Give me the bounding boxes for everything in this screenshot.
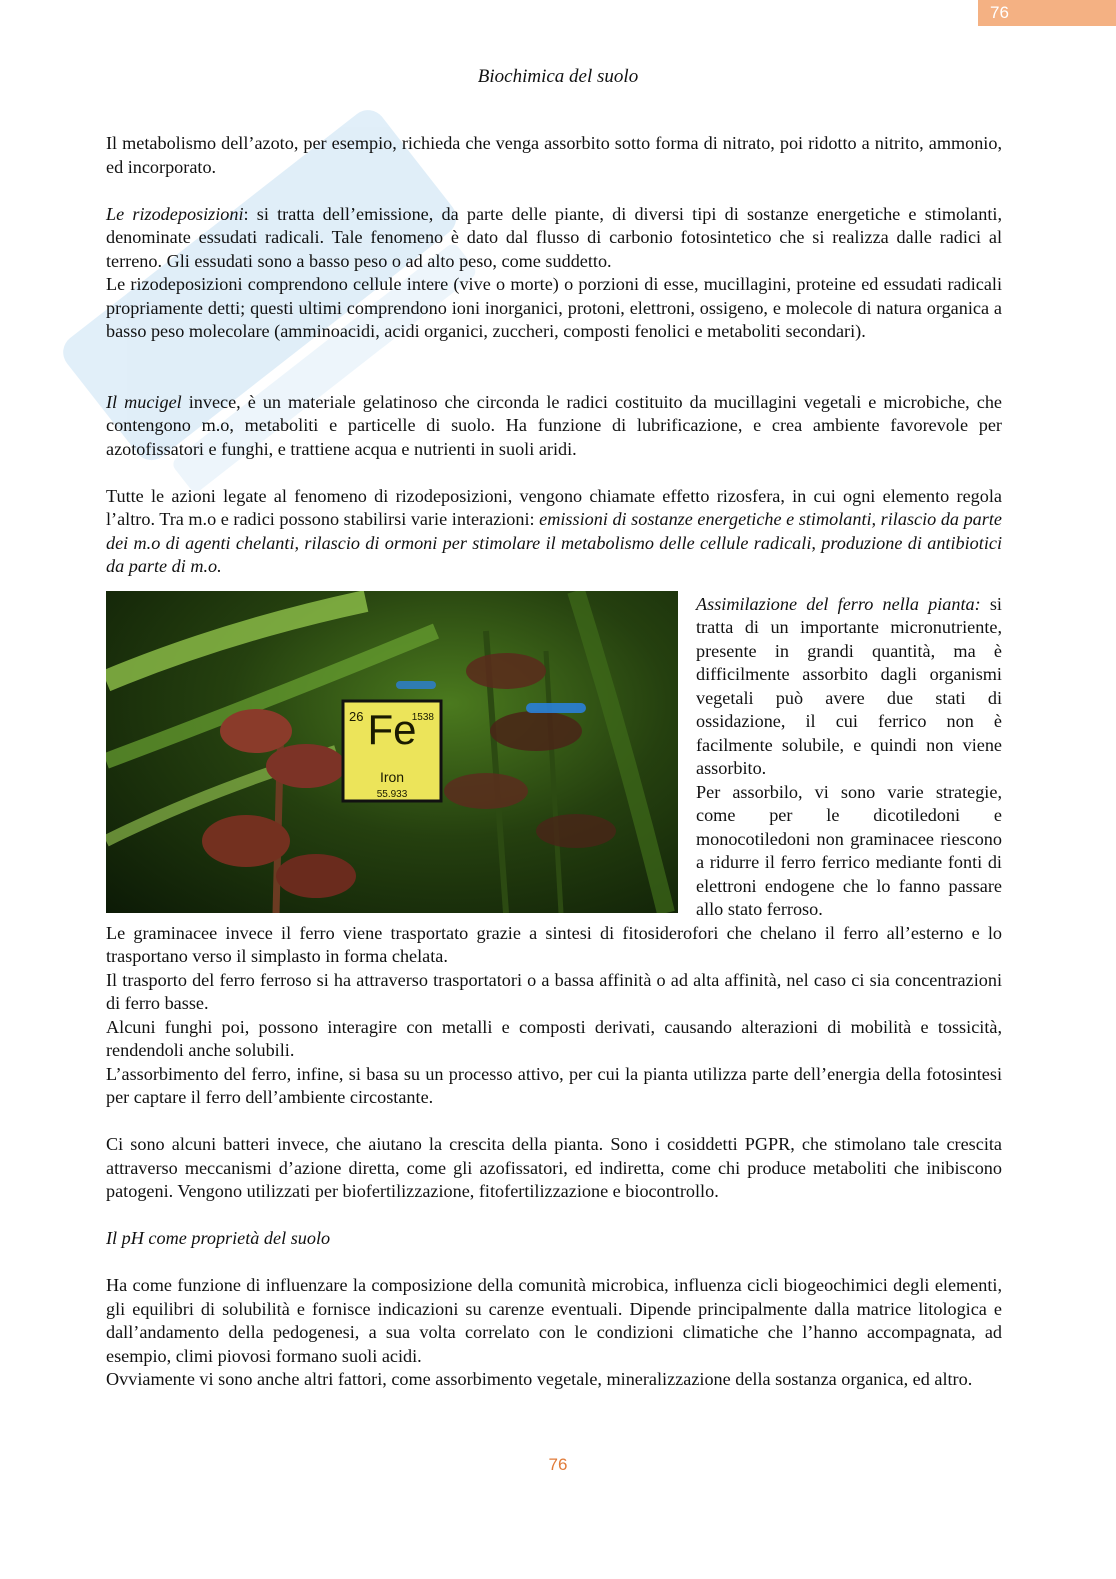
term-assimilazione-ferro: Assimilazione del ferro nella pianta:: [696, 593, 981, 614]
paragraph-nitrogen: Il metabolismo dell’azoto, per esempio, richieda che venga assorbito sotto forma di nitrato, poi ridotto a nitrito, ammonio, ed incorporato.: [106, 133, 1002, 177]
paragraph-other-factors: Ovviamente vi sono anche altri fattori, come assorbimento vegetale, mineralizzazione della sostanza organica, ed altro.: [106, 1369, 973, 1389]
paragraph-fungi: Alcuni funghi poi, possono interagire con metalli e composti derivati, causando alterazioni di mobilità e tossicità, rendendoli anche solubili.: [106, 1016, 1002, 1060]
paragraph-iron-intro-text: si tratta di un importante micronutriente, presente in grandi quantità, ma è difficilmente assorbito dagli organismi vegetali può avere due stati di ossidazione, il cui ferrico non è facilmente solubile, e quindi non viene assorbito.: [696, 593, 1002, 778]
paragraph-rhizosphere-text: Tutte le azioni legate al fenomeno di rizodeposizioni, vengono chiamate effetto rizosfera, in cui ogni elemento regola l’altro. Tra m.o e radici possono stabilirsi varie interazioni:: [106, 485, 1002, 529]
paragraph-mucigel: [106, 391, 1002, 462]
element-name: Iron: [379, 768, 405, 785]
paragraph-rhizosphere: [106, 485, 1002, 579]
paragraph-graminacee: Le graminacee invece il ferro viene trasportato grazie a sintesi di fitosiderofori che chelano il ferro all’esterno e lo trasportano verso il simplasto in forma chelata.: [106, 922, 1002, 966]
document-body: [106, 132, 1002, 1392]
iron-figure-section: [106, 591, 1002, 922]
paragraph-iron-absorption: L’assorbimento del ferro, infine, si basa su un processo attivo, per cui la pianta utilizza parte dell’energia della fotosintesi per captare il ferro dell’ambiente circostante.: [106, 1063, 1002, 1107]
paragraph-pgpr: Ci sono alcuni batteri invece, che aiutano la crescita della pianta. Sono i cosiddetti PGPR, che stimolano tale crescita attraverso meccanismi d’azione diretta, come gli azofissatori, ed indiretta, come chi produce metaboliti che inibiscono patogeni. Vengono utilizzati per biofertilizzazione, fitofertilizzazione e biocontrollo.: [106, 1134, 1002, 1201]
section-title-ph: Il pH come proprietà del suolo: [106, 1228, 331, 1248]
element-melting-point: 1538: [411, 711, 434, 723]
aquarium-plant-photo: [106, 591, 678, 913]
paragraph-rhizodeposition-text: : si tratta dell’emissione, da parte delle piante, di diversi tipi di sostanze energetiche e stimolanti, denominate essudati radicali. Tale fenomeno è dato dal flusso di carbonio fotosintetico che si realizza dalle radici al terreno. Gli essudati sono a basso peso o ad alto peso, come suddetto.: [106, 203, 1002, 271]
element-atomic-number: 26: [349, 708, 364, 724]
paragraph-iron-transport: Il trasporto del ferro ferroso si ha attraverso trasportatori o a bassa affinità o ad alta affinità, nel caso ci sia concentrazioni di ferro basse.: [106, 969, 1002, 1013]
page-number-tab: 76: [978, 0, 1116, 26]
paragraph-mucigel-text: invece, è un materiale gelatinoso che circonda le radici costituito da mucillagini vegetali e microbiche, che contengono m.o, metaboliti e particelle di suolo. Ha funzione di lubrificazione, e crea ambiente favorevole per azotofissatori e funghi, e trattiene acqua e nutrienti in suoli aridi.: [106, 391, 1002, 459]
document-header-title: Biochimica del suolo: [477, 66, 639, 87]
term-rizodeposizioni: Le rizodeposizioni: [106, 203, 244, 224]
paragraph-rhizodeposition: [106, 203, 1002, 274]
element-symbol: Fe: [367, 705, 417, 753]
term-mucigel: Il mucigel: [106, 391, 182, 412]
paragraph-rhizosphere-interactions: emissioni di sostanze energetiche e stimolanti, rilascio da parte dei m.o di agenti chelanti, rilascio di ormoni per stimolare il metabolismo delle cellule radicali, produzione di antibiotici da parte di m.o.: [106, 509, 1002, 576]
element-mass: 55.933: [376, 788, 408, 800]
paragraph-rhizodeposition-components: Le rizodeposizioni comprendono cellule intere (vive o morte) o porzioni di esse, mucillagini, proteine ed essudati radicali propriamente detti; questi ultimi comprendono ioni inorganici, protoni, elettroni, ossigeno, e molecole di natura organica a basso peso molecolare (amminoacidi, acidi organici, zuccheri, composti fenolici e metaboliti secondari).: [106, 274, 1002, 341]
paragraph-iron-intro: [696, 593, 1002, 781]
iron-assimilation-text: [696, 591, 1002, 922]
footer-page-number: 76: [548, 1455, 568, 1474]
paragraph-ph-function: Ha come funzione di influenzare la composizione della comunità microbica, influenza cicli biogeochimici degli elementi, gli equilibri di solubilità e fornisce indicazioni su carenze eventuali. Dipende principalmente dalla matrice litologica e dall’andamento della pedogenesi, a sua volta correlato con le condizioni climatiche che l’hanno accompagnata, ad esempio, climi piovosi formano suoli acidi.: [106, 1275, 1002, 1366]
paragraph-iron-strategies: Per assorbilo, vi sono varie strategie, come per le dicotiledoni e monocotiledoni non graminacee riescono a ridurre il ferro ferrico mediante fonti di elettroni endogene che lo fanno passare allo stato ferroso.: [696, 781, 1002, 919]
